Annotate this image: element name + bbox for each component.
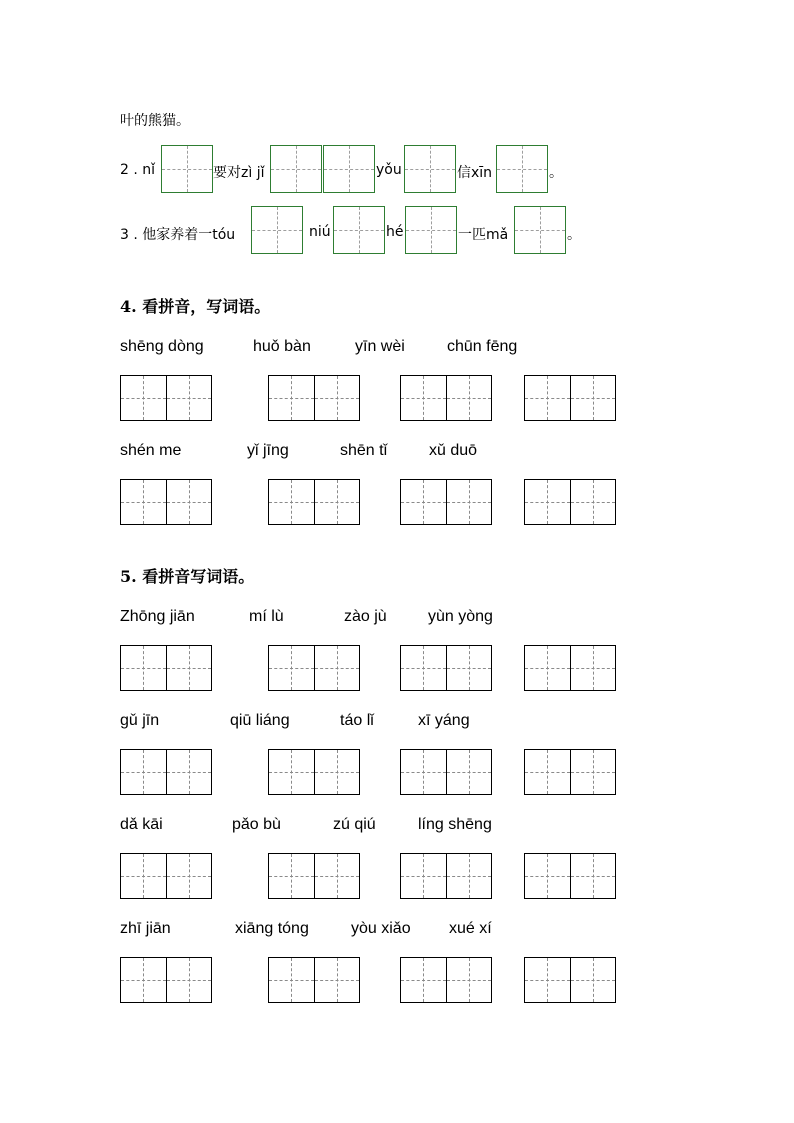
writing-grid[interactable] bbox=[268, 645, 360, 691]
writing-grid[interactable] bbox=[524, 479, 616, 525]
writing-grid[interactable] bbox=[268, 479, 360, 525]
pinyin-label: Zhōng jiān bbox=[120, 608, 195, 625]
pinyin-label: yǐ jīng bbox=[247, 442, 289, 459]
answer-box[interactable] bbox=[404, 145, 456, 193]
writing-grid[interactable] bbox=[400, 479, 492, 525]
writing-grid[interactable] bbox=[524, 957, 616, 1003]
pinyin-label: qiū liáng bbox=[230, 712, 290, 729]
writing-grid[interactable] bbox=[400, 749, 492, 795]
writing-grid[interactable] bbox=[120, 375, 212, 421]
answer-box[interactable] bbox=[333, 206, 385, 254]
pinyin-label: xǔ duō bbox=[429, 442, 478, 459]
sentence3-part2: niú bbox=[309, 224, 331, 240]
sentence2-part3: yǒu bbox=[376, 162, 402, 178]
pinyin-label: dǎ kāi bbox=[120, 816, 163, 833]
writing-grid[interactable] bbox=[524, 853, 616, 899]
writing-grid[interactable] bbox=[268, 749, 360, 795]
writing-grid[interactable] bbox=[120, 749, 212, 795]
pinyin-label: pǎo bù bbox=[232, 816, 281, 833]
writing-grid[interactable] bbox=[400, 957, 492, 1003]
pinyin-label: xué xí bbox=[449, 920, 492, 937]
pinyin-label: yùn yòng bbox=[428, 608, 493, 625]
pinyin-label: xī yáng bbox=[418, 712, 470, 729]
sentence2-part4: 信xīn bbox=[457, 165, 493, 181]
writing-grid[interactable] bbox=[268, 375, 360, 421]
writing-grid[interactable] bbox=[400, 375, 492, 421]
writing-grid[interactable] bbox=[120, 645, 212, 691]
sentence2-part5: 。 bbox=[549, 165, 563, 181]
writing-grid[interactable] bbox=[268, 853, 360, 899]
pinyin-label: shēn tǐ bbox=[340, 442, 388, 459]
answer-box[interactable] bbox=[323, 145, 375, 193]
writing-grid[interactable] bbox=[524, 645, 616, 691]
pinyin-label: shēng dòng bbox=[120, 338, 204, 355]
writing-grid[interactable] bbox=[524, 749, 616, 795]
sentence2-part1: 2 . nǐ bbox=[120, 162, 156, 178]
pinyin-label: líng shēng bbox=[418, 816, 492, 833]
writing-grid[interactable] bbox=[120, 479, 212, 525]
writing-grid[interactable] bbox=[120, 853, 212, 899]
writing-grid[interactable] bbox=[268, 957, 360, 1003]
pinyin-label: yòu xiǎo bbox=[351, 920, 411, 937]
pinyin-label: yīn wèi bbox=[355, 338, 405, 355]
writing-grid[interactable] bbox=[120, 957, 212, 1003]
answer-box[interactable] bbox=[270, 145, 322, 193]
answer-box[interactable] bbox=[251, 206, 303, 254]
answer-box[interactable] bbox=[161, 145, 213, 193]
intro-text: 叶的熊猫。 bbox=[120, 113, 190, 129]
pinyin-label: gǔ jīn bbox=[120, 712, 160, 729]
pinyin-label: zú qiú bbox=[333, 816, 376, 833]
pinyin-label: zhī jiān bbox=[120, 920, 171, 937]
section4-title: 4. 看拼音，写词语。 bbox=[120, 297, 271, 316]
pinyin-label: shén me bbox=[120, 442, 182, 459]
answer-box[interactable] bbox=[496, 145, 548, 193]
pinyin-label: táo lǐ bbox=[340, 712, 374, 729]
pinyin-label: mí lù bbox=[249, 608, 284, 625]
sentence3-part3: hé bbox=[386, 224, 404, 240]
pinyin-label: xiāng tóng bbox=[235, 920, 309, 937]
pinyin-label: huǒ bàn bbox=[253, 338, 311, 355]
sentence3-part4: 一匹mǎ bbox=[458, 227, 509, 243]
section5-title: 5. 看拼音写词语。 bbox=[120, 567, 255, 586]
answer-box[interactable] bbox=[514, 206, 566, 254]
writing-grid[interactable] bbox=[400, 853, 492, 899]
pinyin-label: zào jù bbox=[344, 608, 387, 625]
sentence3-part1: 3 . 他家养着一tóu bbox=[120, 227, 236, 243]
writing-grid[interactable] bbox=[400, 645, 492, 691]
writing-grid[interactable] bbox=[524, 375, 616, 421]
sentence3-part5: 。 bbox=[567, 227, 581, 243]
answer-box[interactable] bbox=[405, 206, 457, 254]
pinyin-label: chūn fēng bbox=[447, 338, 518, 355]
sentence2-part2: 要对zì jǐ bbox=[213, 165, 265, 181]
